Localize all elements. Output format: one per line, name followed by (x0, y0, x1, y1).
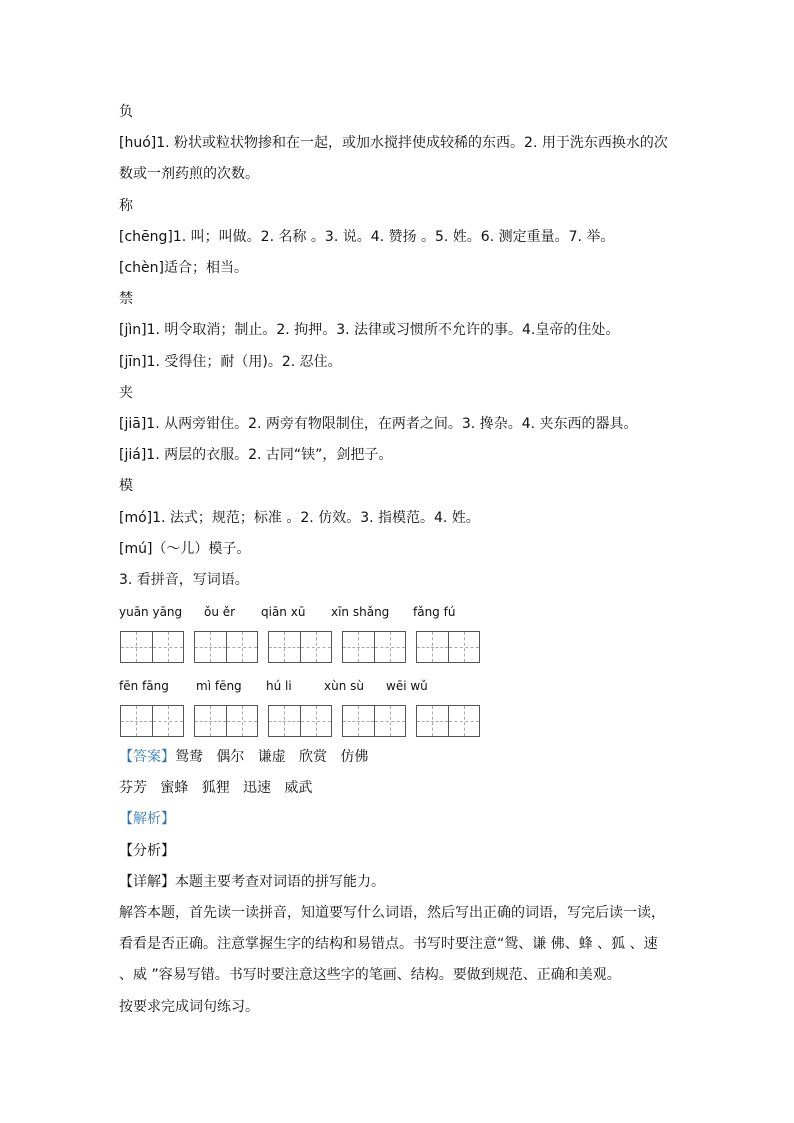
definition-line: [jiá]1. 两层的衣服。2. 古同“铗”，剑把子。 (119, 447, 393, 463)
pinyin-label: mì fēng (196, 679, 242, 693)
definition-line: [jìn]1. 明令取消；制止。2. 拘押。3. 法律或习惯所不允许的事。4.皇帝的住处。 (119, 322, 620, 338)
pinyin-label: xùn sù (324, 679, 364, 693)
writing-grid[interactable] (268, 705, 332, 737)
definition-line: [jiā]1. 从两旁钳住。2. 两旁有物限制住，在两者之间。3. 搀杂。4. 夹东西的器具。 (119, 416, 638, 432)
question-title: 3. 看拼音，写词语。 (119, 572, 249, 588)
pinyin-label: fēn fāng (119, 679, 169, 693)
writing-grid[interactable] (416, 705, 480, 737)
char-heading-jia: 夹 (119, 385, 133, 401)
pinyin-label: hú li (266, 679, 292, 693)
writing-grid[interactable] (120, 705, 184, 737)
definition-line: [jīn]1. 受得住；耐（用)。2. 忍住。 (119, 354, 342, 370)
answer-words: 鸳鸯 偶尔 谦虚 欣赏 仿佛 (175, 749, 369, 765)
writing-grid[interactable] (194, 631, 258, 663)
writing-grid[interactable] (120, 631, 184, 663)
definition-line: [mú]（～儿）模子。 (119, 541, 251, 557)
char-heading-jin: 禁 (119, 291, 133, 307)
char-heading-cheng: 称 (119, 198, 133, 214)
answer-words-2: 芬芳 蜜蜂 狐狸 迅速 威武 (119, 780, 313, 796)
pinyin-label: yuān yāng (119, 605, 183, 619)
fenxi-label: 【分析】 (119, 843, 175, 859)
writing-grid[interactable] (194, 705, 258, 737)
writing-grid[interactable] (342, 631, 406, 663)
instruction-line: 按要求完成词句练习。 (119, 999, 259, 1015)
char-heading-mo: 模 (119, 478, 133, 494)
pinyin-label: qiān xū (261, 605, 306, 619)
definition-line: [huó]1. 粉状或粒状物掺和在一起，或加水搅拌使成较稀的东西。2. 用于洗东西换水的次 (119, 135, 668, 151)
definition-line: [chèn]适合；相当。 (119, 260, 248, 276)
explanation-line: 解答本题，首先读一读拼音，知道要写什么词语，然后写出正确的词语，写完后读一读， (119, 905, 665, 921)
answer-label: 【答案】 (119, 749, 175, 765)
xiangjie-line (119, 873, 385, 891)
writing-grid[interactable] (342, 705, 406, 737)
writing-grid[interactable] (268, 631, 332, 663)
pinyin-label: xīn shǎng (331, 605, 390, 619)
xiangjie-text: 本题主要考查对词语的拼写能力。 (175, 874, 385, 890)
definition-line: [mó]1. 法式；规范；标准 。2. 仿效。3. 指模范。4. 姓。 (119, 510, 480, 526)
char-heading-huo: 负 (119, 104, 133, 120)
pinyin-label: ǒu ěr (204, 605, 236, 619)
pinyin-label: wēi wǔ (386, 679, 428, 693)
definition-line: 数或一剂药煎的次数。 (119, 166, 259, 182)
definition-line: [chēng]1. 叫；叫做。2. 名称 。3. 说。4. 赞扬 。5. 姓。6. 测定重量。7. 举。 (119, 229, 615, 245)
answer-line (119, 748, 368, 766)
xiangjie-label: 【详解】 (119, 874, 175, 890)
writing-grid[interactable] (416, 631, 480, 663)
explanation-line: 看看是否正确。注意掌握生字的结构和易错点。书写时要注意“鸳、谦 佛、蜂 、狐 、速 (119, 936, 658, 952)
analysis-label: 【解析】 (119, 811, 175, 827)
explanation-line: 、威 ”容易写错。书写时要注意这些字的笔画、结构。要做到规范、正确和美观。 (119, 967, 621, 983)
pinyin-label: fǎng fú (413, 605, 456, 619)
